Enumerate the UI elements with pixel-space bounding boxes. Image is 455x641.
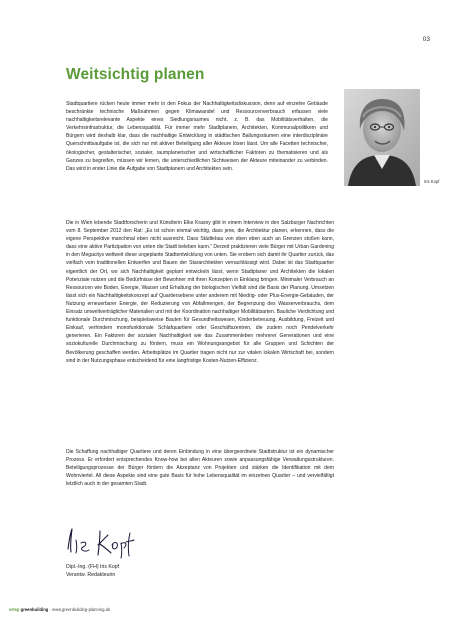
page-title: Weitsichtig planen	[66, 66, 205, 83]
footer-url[interactable]: · www.greenbuilding-planning.de	[48, 607, 111, 612]
signatory-name: Dipl.-Ing. (FH) Iris Kopf	[66, 564, 120, 570]
footer-brand-secondary: greenbuilding	[20, 607, 49, 612]
author-portrait	[344, 89, 420, 186]
photo-caption: Iris Kopf	[424, 179, 440, 184]
closing-paragraph: Die Schaffung nachhaltiger Quartiere und deren Einbindung in eine übergeordnete Stadtstruktur ist ein dynamischer Prozess. Er erfordert entsprechendes Know-how bei allen Akteuren sowie anpassungsfähige Verwaltungsstrukturen. Beteiligungsprozesse der Bürger fördern die Akzeptanz von Projekten und stärken die Identifikation mit dem Wohnviertel. All diese Aspekte sind eine gute Basis für hohe Lebensqualität im einzelnen Quartier – und vervielfältigt letztlich auch in der gesamten Stadt.	[66, 449, 334, 488]
handwritten-signature	[64, 525, 136, 559]
page-number: 03	[422, 36, 430, 43]
intro-paragraph: Stadtquartiere rücken heute immer mehr in den Fokus der Nachhaltigkeitsdiskussion, denn auf einzelne Gebäude beschränkte technische Maßnahmen gegen Klimawandel und Ressourcenverbrauch erfassen viele nachhaltigkeitsrelevante Aspekte eines Siedlungsraumes nicht, z. B. das Mobilitätsverhalten, die Verkehrsinfrastruktur, die Lebensqualität. Für immer mehr Stadtplanern, Architekten, Kommunalpolitikern und Bürgern wird deshalb klar, dass die nachhaltige Entwicklung in städtischen Ballungsräumen eine interdisziplinäre Querschnittsaufgabe ist, die sich nur mit aktiver Beteiligung aller Akteure lösen lässt. Um alle Facetten technischer, ökologischer, gestalterischer, sozialer, raumplanerischer und wirtschaftlicher Faktoren zu thematisieren und als Ganzes zu begreifen, müssen wir lernen, die unterschiedlichen Sichtweisen der Akteure miteinander zu verbinden. Das wird in erster Linie die Aufgabe von Stadtplanern und Architekten sein.	[66, 101, 328, 172]
page-footer	[9, 607, 110, 612]
body-paragraph: Die in Wien lebende Stadtforscherin und Künstlerin Elke Krasny gibt in einem Interview in den Salzburger Nachrichten vom 8. September 2012 den Rat: „Es ist schon einmal wichtig, dass jene, die Architektur planen, erkennen, dass die eigene Perspektive manchmal eben nicht ausreicht. Dass Städtebau von oben eben auch an Grenzen stoßen kann, dass eine aktive Partizipation von unten die Stadt beleben kann.“ Derzeit praktizieren viele Bürger mit Urban Gardening in den Megacitys weltweit diese ungeplante Stadtentwicklung von unten. Sie erobern sich damit ihr Quartier zurück, das vielfach vom traditionellen Entwerfen und Bauen der Stararchitekten vernachlässigt wird. Dabei ist das Stadtquartier eigentlich der Ort, wo sich Nachhaltigkeit geplant entwickeln lässt, wenn Stadtplaner und Architekten die lokalen Potenziale nutzen und die Bedürfnisse der Bewohner mit ihren Konzepten in Einklang bringen. Minimaler Verbrauch an Ressourcen wie Boden, Energie, Wasser und Erhaltung der biologischen Vielfalt sind die Basis der Planung. Umsetzen lässt sich ein Nachhaltigkeitskonzept auf Quartiersebene unter anderem mit Niedrig- oder Plus-Energie-Gebäuden, der Nutzung erneuerbarer Energie, der Reduzierung von Abfallmengen, der Begrenzung des Wasserverbrauchs, dem Einsatz umweltverträglicher Materialien und mit der Koordination nachhaltiger Mobilitätsarten. Bauliche Verdichtung und funktionale Durchmischung, beispielsweise Bauten für Gesundheitswesen, Kinderbetreuung, Ausbildung, Freizeit und Einkauf, verhindern monofunktionale Schlafquartiere oder Geschäftszentren, die zudem noch Pendelverkehr generieren. Ein Faktoren der sozialen Nachhaltigkeit wie das Zusammenleben mehrerer Generationen und eine soziokulturelle Durchmischung zu fördern, muss ein Wohnungsangebot für alle Gruppen und Schichten der Bevölkerung geschaffen werden. Arbeitsplätze im Quartier tragen nicht nur zur vitalen lokalen Wirtschaft bei, sondern sind in der Nutzungsphase entscheidend für eine langfristige Kosten-Nutzen-Effizienz.	[66, 220, 334, 364]
footer-brand-primary: ortsp	[9, 607, 20, 612]
signatory-role: Verantw. Redakteurin	[66, 572, 116, 578]
